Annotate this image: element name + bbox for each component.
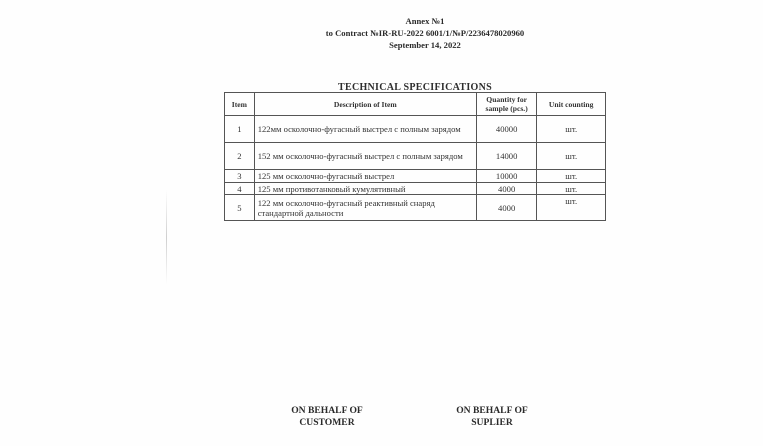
- row-quantity: 40000: [476, 116, 536, 143]
- table-row: [225, 170, 606, 183]
- row-unit: шт.: [537, 183, 606, 195]
- header-description: Description of Item: [254, 93, 476, 116]
- row-description: 125 мм осколочно-фугасный выстрел: [254, 170, 476, 183]
- row-description: 152 мм осколочно-фугасный выстрел с полным зарядом: [254, 143, 476, 170]
- table-header-row: [225, 93, 606, 116]
- row-description: 122мм осколочно-фугасный выстрел с полным зарядом: [254, 116, 476, 143]
- table-row: [225, 116, 606, 143]
- row-item: 1: [225, 116, 255, 143]
- header-item: Item: [225, 93, 255, 116]
- row-description: 122 мм осколочно-фугасный реактивный снаряд стандартной дальности: [254, 195, 476, 221]
- row-item: 5: [225, 195, 255, 221]
- table-row: [225, 195, 606, 221]
- row-item: 2: [225, 143, 255, 170]
- annex-number: Annex №1: [405, 16, 445, 26]
- suplier-signature-block: [446, 405, 538, 429]
- customer-behalf-label: ON BEHALF OF: [291, 405, 363, 416]
- annex-header: [285, 15, 565, 51]
- row-item: 3: [225, 170, 255, 183]
- suplier-behalf-label: ON BEHALF OF: [456, 405, 528, 416]
- row-item: 4: [225, 183, 255, 195]
- scan-edge-line: [166, 190, 167, 285]
- table-row: [225, 183, 606, 195]
- spec-table: [224, 92, 606, 221]
- row-unit: шт.: [537, 143, 606, 170]
- row-quantity: 4000: [476, 195, 536, 221]
- table-row: [225, 143, 606, 170]
- contract-date: September 14, 2022: [389, 40, 461, 50]
- suplier-label: SUPLIER: [471, 417, 513, 428]
- row-unit: шт.: [537, 116, 606, 143]
- customer-signature-block: [282, 405, 372, 429]
- contract-reference: to Contract №IR-RU-2022 6001/1/№P/2236478020960: [325, 28, 525, 38]
- row-unit: шт.: [537, 195, 606, 221]
- header-unit: Unit counting: [537, 93, 606, 116]
- row-description: 125 мм противотанковый кумулятивный: [254, 183, 476, 195]
- spec-title: TECHNICAL SPECIFICATIONS: [338, 82, 492, 93]
- row-quantity: 4000: [476, 183, 536, 195]
- row-unit: шт.: [537, 170, 606, 183]
- row-quantity: 10000: [476, 170, 536, 183]
- row-quantity: 14000: [476, 143, 536, 170]
- header-quantity: Quantity for sample (pcs.): [476, 93, 536, 116]
- customer-label: CUSTOMER: [299, 417, 355, 428]
